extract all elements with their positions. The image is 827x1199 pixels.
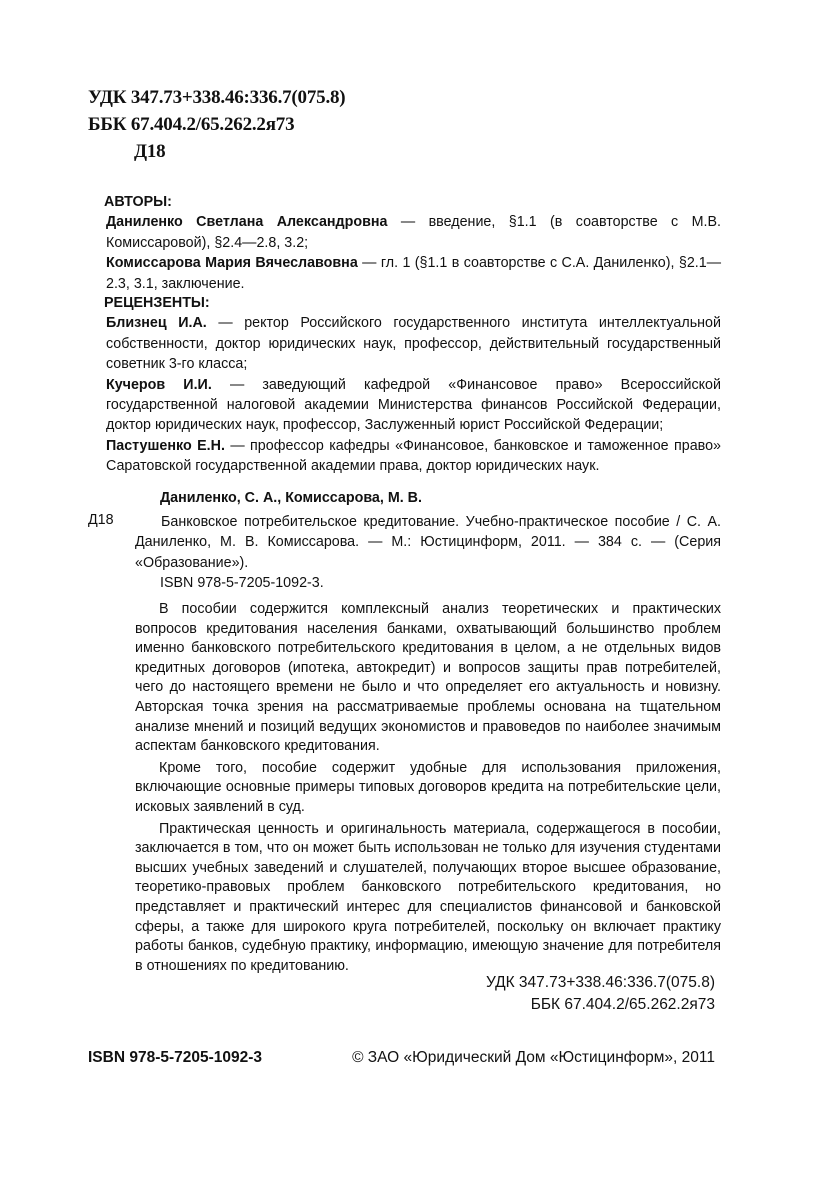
author-name: Комиссарова Мария Вячеславовна <box>106 255 358 272</box>
reviewer-entry <box>106 375 721 436</box>
annotation <box>135 600 721 978</box>
reviewer-name: Пастушенко Е.Н. <box>106 437 225 454</box>
author-contribution: — гл. 1 (§1.1 в соавторстве с С.А. Даниленко), §2.1—2.3, 3.1, заключение. <box>106 255 721 292</box>
bottom-udk-code: УДК 347.73+338.46:336.7(075.8) <box>485 974 715 991</box>
copyright-notice: © ЗАО «Юридический Дом «Юстицинформ», 2011 <box>352 1049 715 1066</box>
bottom-classification <box>486 972 715 1015</box>
authors-section <box>106 192 721 294</box>
reviewer-entry <box>106 436 721 477</box>
udk-code: УДК 347.73+338.46:336.7(075.8) <box>88 87 346 108</box>
reviewer-name: Близнец И.А. <box>106 315 207 332</box>
classification-header <box>88 84 345 165</box>
reviewers-heading: РЕЦЕНЗЕНТЫ: <box>104 295 210 311</box>
bibliographic-description: Банковское потребительское кредитование. Учебно-практическое пособие / С. А. Даниленко, М. В. Комиссарова. — М.: Юстицинформ, 2011. — 384 с. — (Серия «Образование»). <box>135 514 721 571</box>
author-mark: Д18 <box>134 141 166 162</box>
authors-heading: АВТОРЫ: <box>104 194 172 210</box>
bibliographic-isbn: ISBN 978-5-7205-1092-3. <box>160 575 324 591</box>
annotation-paragraph: В пособии содержится комплексный анализ теоретических и практических вопросов кредитования населения банками, охватывающий большинство проблем именно банковского потребительского кредитования в целом, а не отдельных видов кредитных договоров (ипотека, автокредит) и вопросов защиты прав потребителей, чего до настоящего времени не было и что определяет его актуальность и новизну. Авторская точка зрения на рассматриваемые проблемы основана на тщательном анализе мнений и позиций ведущих экономистов и правоведов по наиболее значимым аспектам банковского кредитования. <box>135 601 721 755</box>
author-contribution: — введение, §1.1 (в соавторстве с М.В. Комиссаровой), §2.4—2.8, 3.2; <box>106 214 722 251</box>
reviewer-entry <box>106 313 721 374</box>
reviewer-details: — заведующий кафедрой «Финансовое право» Всероссийской государственной налоговой академии Министерства финансов Российской Федерации, доктор юридических наук, профессор, Заслуженный юрист Российской Федерации; <box>106 376 721 434</box>
reviewers-section <box>106 293 721 477</box>
author-name: Даниленко Светлана Александровна <box>106 214 388 231</box>
bibliographic-author: Даниленко, С. А., Комиссарова, М. В. <box>160 490 422 506</box>
annotation-paragraph: Практическая ценность и оригинальность материала, содержащегося в пособии, заключается в том, что он может быть использован не только для изучения студентами высших учебных заведений и слушателей, получающих второе высшее образование, теоретико-правовых проблем банковского потребительского кредитования, но представляет и практический интерес для специалистов финансовой и банковской сферы, а также для широкого круга потребителей, поскольку он включает практику работы банков, судебную практику, информацию, имеющую значение для потребителя в отношениях по кредитованию. <box>135 820 721 974</box>
reviewer-details: — ректор Российского государственного института интеллектуальной собственности, доктор юридических наук, профессор, действительный государственный советник 3-го класса; <box>106 315 721 373</box>
annotation-paragraph: Кроме того, пособие содержит удобные для использования приложения, включающие основные примеры типовых договоров кредита на потребительские цели, исковых заявлений в суд. <box>135 759 721 815</box>
bottom-bbk-code: ББК 67.404.2/65.262.2я73 <box>530 995 715 1013</box>
author-entry <box>106 253 721 294</box>
author-entry <box>106 212 721 253</box>
bibliographic-code: Д18 <box>88 512 114 528</box>
reviewer-details: — профессор кафедры «Финансовое, банковское и таможенное право» Саратовской государственной академии права, доктор юридических наук. <box>106 437 722 475</box>
reviewer-name: Кучеров И.И. <box>106 376 212 393</box>
footer-isbn: ISBN 978-5-7205-1092-3 <box>88 1049 263 1066</box>
bbk-code: ББК 67.404.2/65.262.2я73 <box>88 114 295 135</box>
